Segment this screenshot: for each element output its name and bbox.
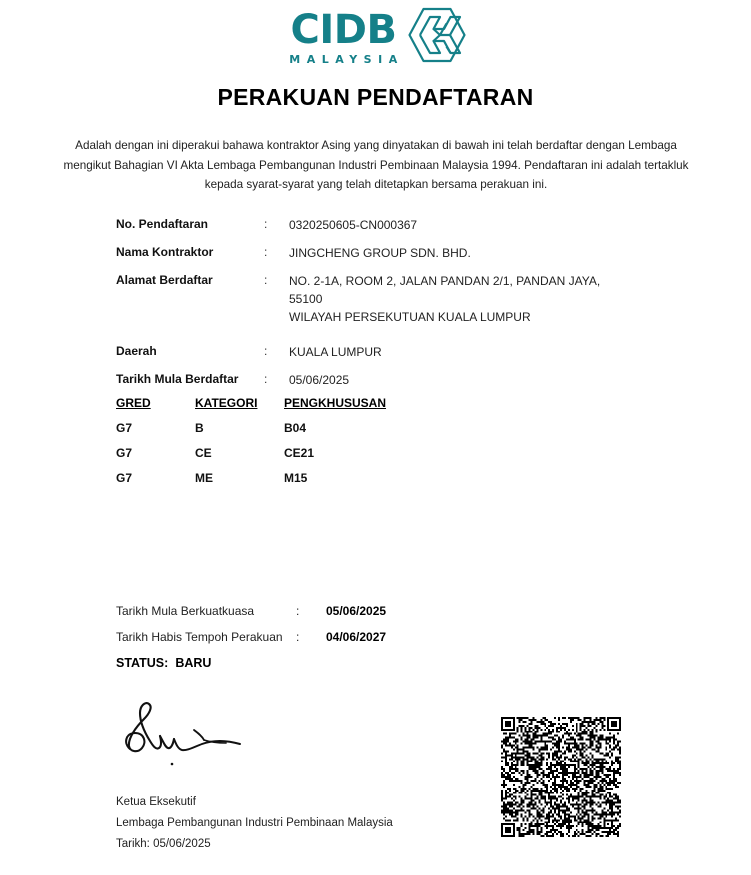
status-value: BARU bbox=[175, 656, 212, 670]
contractor-name-label: Nama Kontraktor bbox=[116, 245, 214, 259]
table-row bbox=[116, 471, 516, 496]
cidb-hexagon-h-icon bbox=[406, 6, 468, 64]
status-badge bbox=[116, 656, 536, 670]
cell-pengkhususan: M15 bbox=[284, 471, 308, 485]
signatory-organisation: Lembaga Pembangunan Industri Pembinaan Malaysia bbox=[116, 817, 393, 829]
page-title: PERAKUAN PENDAFTARAN bbox=[217, 84, 534, 110]
registration-number-value: 0320250605-CN000367 bbox=[289, 218, 418, 232]
effective-date-value: 05/06/2025 bbox=[326, 604, 387, 618]
registration-details bbox=[116, 216, 676, 399]
cell-kategori: CE bbox=[195, 446, 212, 460]
cell-gred: G7 bbox=[116, 446, 133, 460]
signatory-date: Tarikh: 05/06/2025 bbox=[116, 838, 211, 850]
cell-pengkhususan: CE21 bbox=[284, 446, 315, 460]
cell-kategori: ME bbox=[195, 471, 213, 485]
details-spacer bbox=[116, 336, 676, 343]
table-row bbox=[116, 446, 516, 471]
district-label: Daerah bbox=[116, 344, 157, 358]
validity-colon: : bbox=[296, 604, 300, 618]
detail-colon: : bbox=[264, 344, 268, 358]
validity-row-expiry-date bbox=[116, 630, 536, 644]
detail-colon: : bbox=[264, 372, 268, 386]
detail-colon: : bbox=[264, 217, 268, 231]
table-header-row bbox=[116, 396, 516, 421]
signatory-footer bbox=[116, 792, 536, 855]
cell-gred: G7 bbox=[116, 421, 133, 435]
expiry-date-label: Tarikh Habis Tempoh Perakuan bbox=[116, 630, 283, 644]
cell-gred: G7 bbox=[116, 471, 133, 485]
registration-number-label: No. Pendaftaran bbox=[116, 217, 209, 231]
detail-colon: : bbox=[264, 245, 268, 259]
table-row bbox=[116, 421, 516, 446]
detail-row-district bbox=[116, 343, 676, 361]
grade-category-table bbox=[116, 396, 516, 496]
validity-colon: : bbox=[296, 630, 300, 644]
registration-start-date-label: Tarikh Mula Berdaftar bbox=[116, 372, 239, 386]
detail-colon: : bbox=[264, 273, 268, 287]
handwritten-signature bbox=[118, 700, 258, 770]
detail-row-registration-start-date bbox=[116, 371, 676, 389]
validity-block bbox=[116, 604, 536, 670]
cidb-logo bbox=[0, 6, 751, 68]
address-line-1: NO. 2-1A, ROOM 2, JALAN PANDAN 2/1, PANDAN JAYA, bbox=[289, 274, 601, 288]
contractor-name-value: JINGCHENG GROUP SDN. BHD. bbox=[289, 246, 471, 260]
logo-wordmark: CIDB bbox=[290, 7, 397, 53]
qr-code bbox=[501, 716, 621, 838]
cell-kategori: B bbox=[195, 421, 204, 435]
registered-address-label: Alamat Berdaftar bbox=[116, 273, 213, 287]
registration-start-date-value: 05/06/2025 bbox=[289, 373, 350, 387]
logo-subtext: MALAYSIA bbox=[289, 53, 404, 66]
validity-row-effective-date bbox=[116, 604, 536, 618]
detail-row-contractor-name bbox=[116, 244, 676, 262]
detail-row-registration-number bbox=[116, 216, 676, 234]
cell-pengkhususan: B04 bbox=[284, 421, 307, 435]
qr-code-icon bbox=[501, 716, 621, 838]
column-header-gred: GRED bbox=[116, 396, 151, 410]
detail-row-registered-address bbox=[116, 272, 676, 326]
address-line-2: 55100 bbox=[289, 292, 323, 306]
effective-date-label: Tarikh Mula Berkuatkuasa bbox=[116, 604, 255, 618]
signatory-position: Ketua Eksekutif bbox=[116, 796, 196, 808]
column-header-pengkhususan: PENGKHUSUSAN bbox=[284, 396, 387, 410]
column-header-kategori: KATEGORI bbox=[195, 396, 258, 410]
registered-address-value bbox=[289, 272, 600, 326]
expiry-date-value: 04/06/2027 bbox=[326, 630, 387, 644]
district-value: KUALA LUMPUR bbox=[289, 345, 382, 359]
address-line-3: WILAYAH PERSEKUTUAN KUALA LUMPUR bbox=[289, 310, 531, 324]
intro-paragraph: Adalah dengan ini diperakui bahawa kontraktor Asing yang dinyatakan di bawah ini telah berdaftar dengan Lembaga mengikut Bahagian VI Akta Lembaga Pembangunan Industri Pembinaan Malaysia 1994. Pendaftaran ini adalah tertakluk kepada syarat-syarat yang telah ditetapkan bersama perakuan ini. bbox=[63, 139, 689, 191]
status-label: STATUS: bbox=[116, 656, 169, 670]
